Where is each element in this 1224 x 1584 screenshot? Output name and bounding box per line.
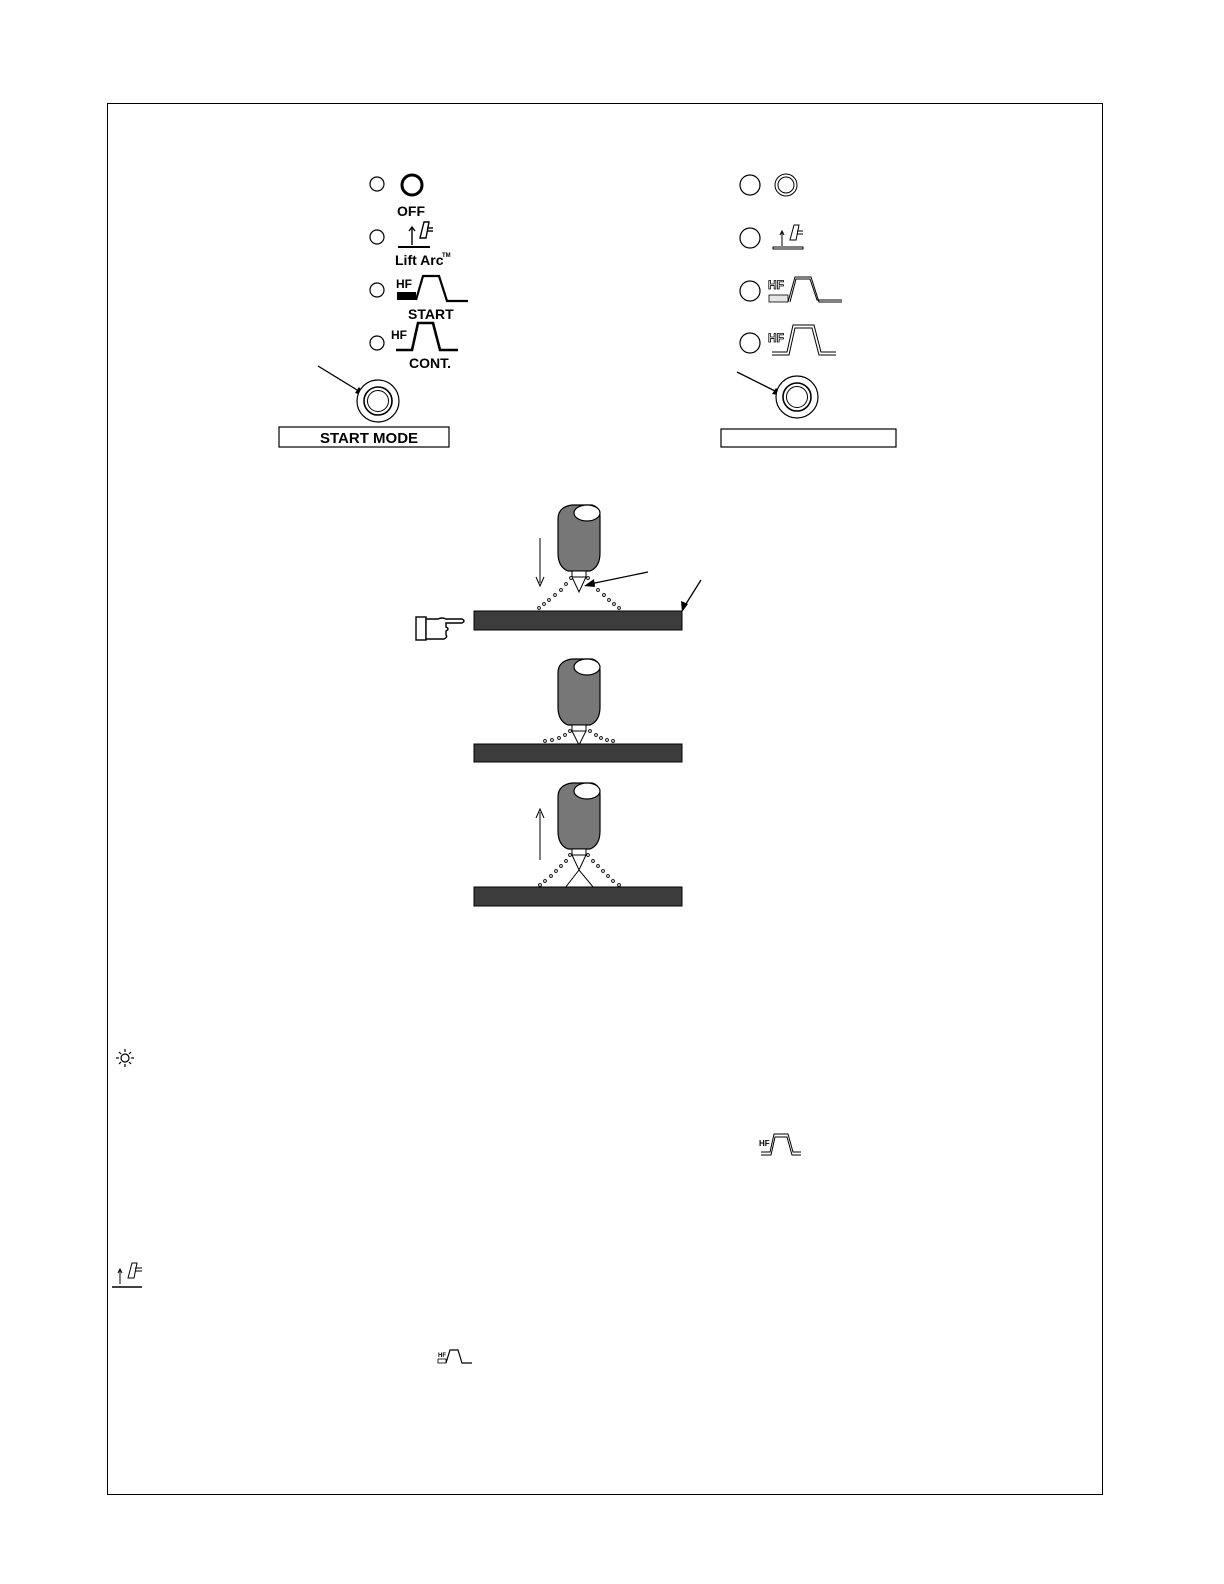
right-hf-cont-hf-label: HF — [768, 331, 784, 345]
hf-cont-hf-label: HF — [391, 328, 407, 342]
right-hf-start-hf-label: HF — [768, 278, 784, 292]
off-label: OFF — [397, 203, 425, 219]
svg-text:HF: HF — [438, 1353, 446, 1359]
hf-start-label: START — [408, 306, 454, 322]
sun-indicator-icon — [116, 1049, 134, 1067]
hf-pulse-icon — [759, 1134, 801, 1155]
hf-start-hf-label: HF — [396, 277, 412, 291]
hf-cont-label: CONT. — [409, 355, 451, 371]
svg-text:HF: HF — [759, 1139, 770, 1148]
lift-arc-label: Lift Arc — [395, 252, 444, 268]
hf-start-icon — [438, 1350, 472, 1363]
lift-arc-tm: TM — [442, 253, 451, 259]
lift-arc-icon — [112, 1263, 142, 1287]
start-mode-label: START MODE — [320, 430, 419, 447]
